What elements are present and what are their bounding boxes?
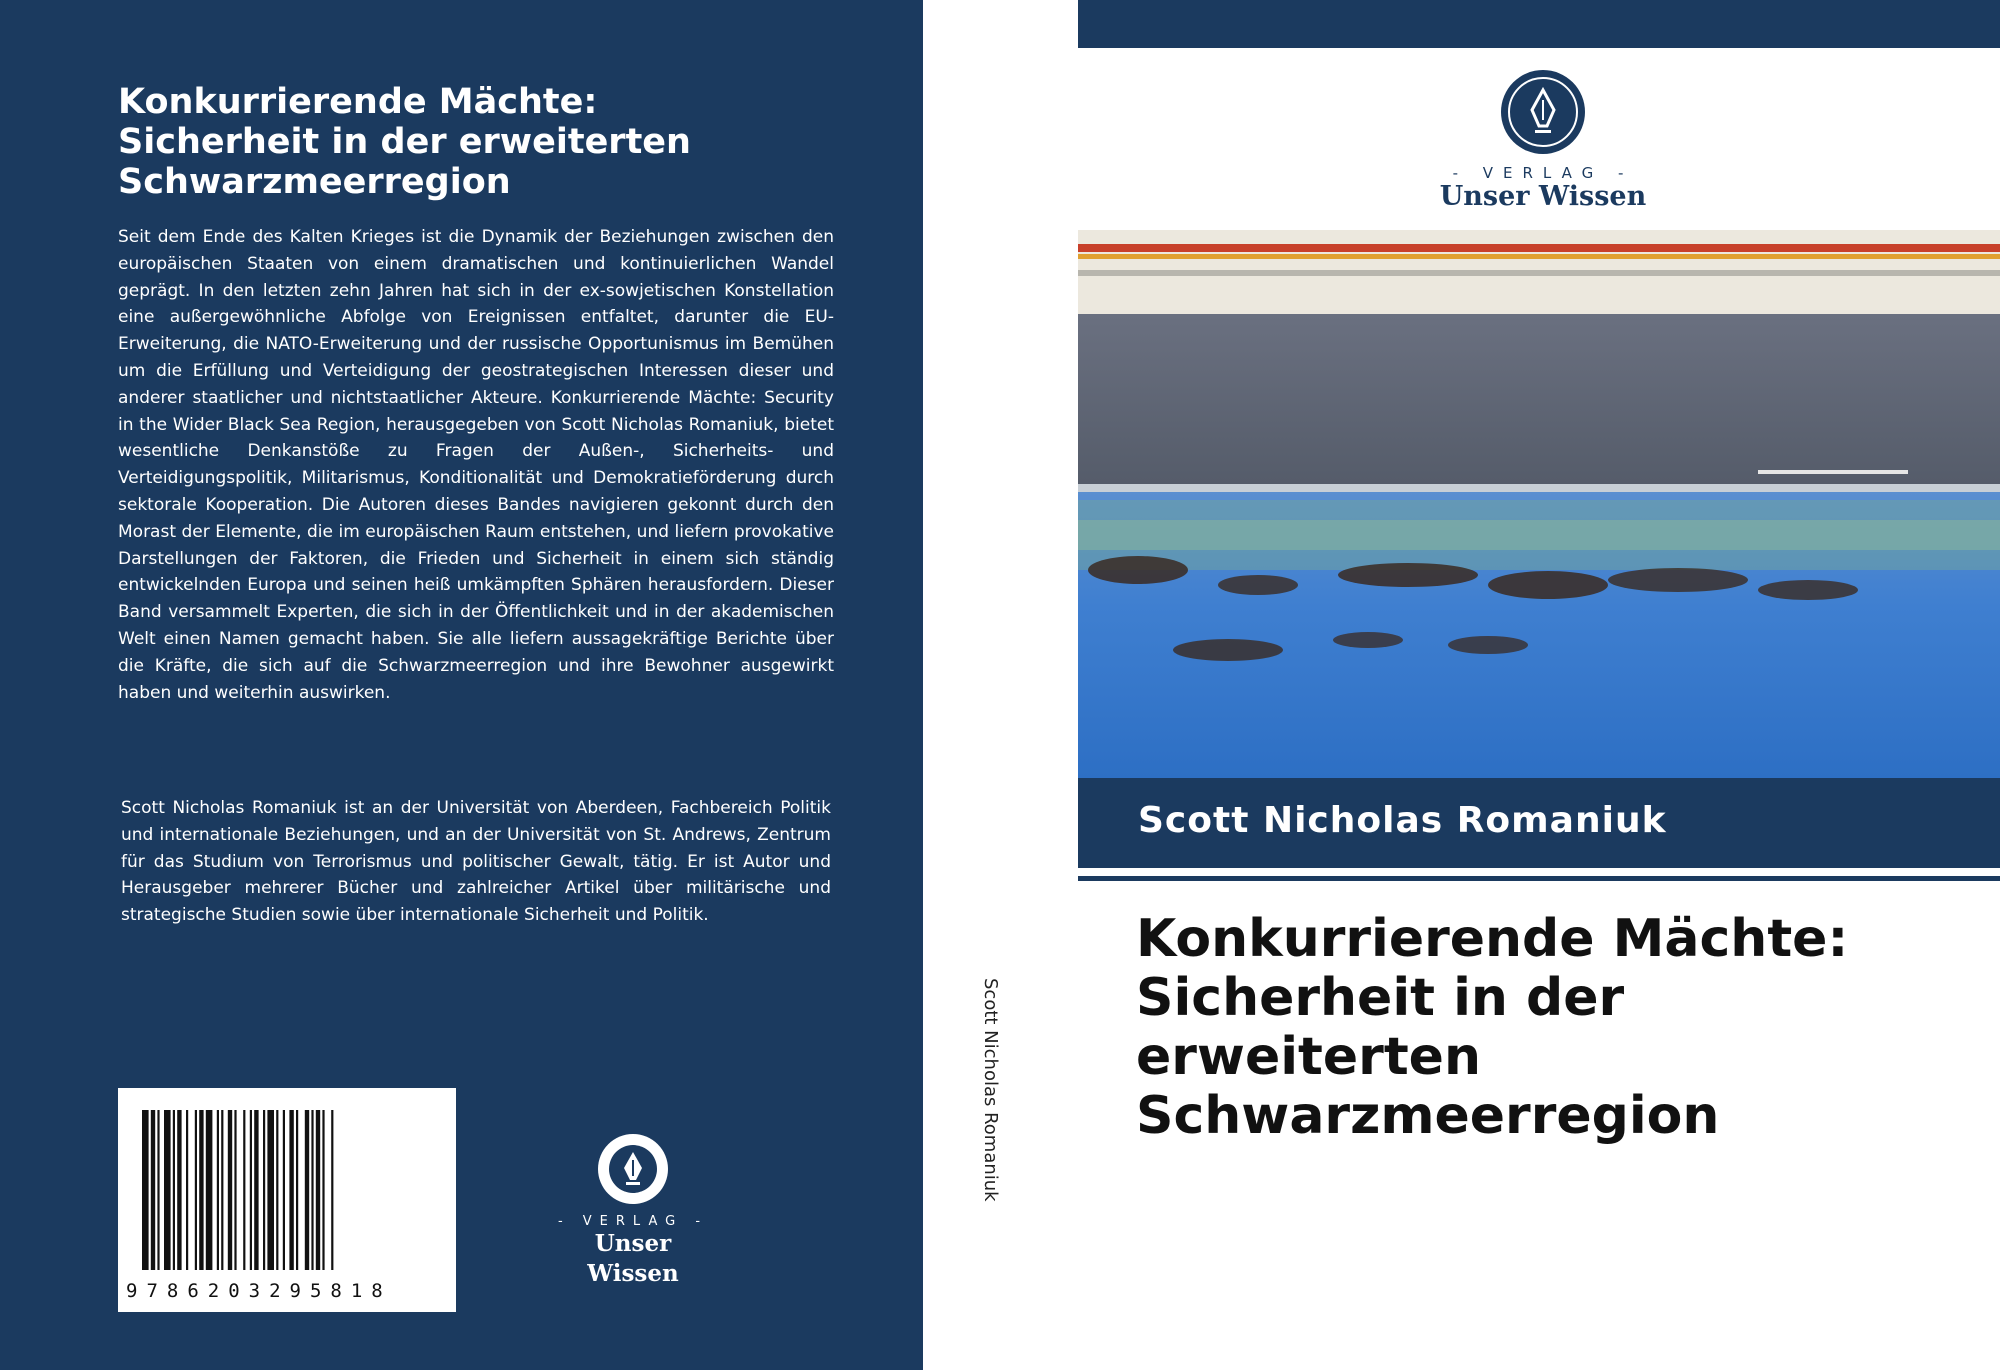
back-cover-title	[118, 82, 858, 202]
barcode-bar	[254, 1110, 258, 1270]
barcode-bar	[296, 1110, 298, 1270]
barcode-bar	[157, 1110, 159, 1270]
barcode-bar	[316, 1110, 320, 1270]
barcode-bar	[243, 1110, 245, 1270]
barcode-bar	[164, 1110, 171, 1270]
back-title-line: Sicherheit in der erweiterten	[118, 122, 691, 162]
front-title-line: erweiterten	[1136, 1027, 1481, 1087]
top-band	[1078, 0, 2000, 48]
barcode-bar	[305, 1110, 309, 1270]
barcode-bar	[206, 1110, 213, 1270]
barcode-bar	[221, 1110, 223, 1270]
fountain-pen-nib-icon	[596, 1132, 670, 1206]
front-logo-verlag: - VERLAG -	[1452, 164, 1634, 182]
barcode-bar	[173, 1110, 175, 1270]
barcode-bar	[151, 1110, 155, 1270]
isbn-barcode	[118, 1088, 456, 1312]
barcode-bar	[311, 1110, 313, 1270]
barcode-digits: 9786203295818	[126, 1280, 392, 1302]
front-cover-title	[1136, 910, 1976, 1146]
back-title-line: Schwarzmeerregion	[118, 162, 511, 202]
author-band	[1078, 778, 2000, 868]
barcode-bar	[228, 1110, 232, 1270]
barcode-bar	[217, 1110, 219, 1270]
spine-author: Scott Nicholas Romaniuk	[980, 978, 1001, 1202]
barcode-bar	[322, 1110, 324, 1270]
barcode-bar	[289, 1110, 293, 1270]
barcode-bar	[234, 1110, 236, 1270]
barcode-bar	[177, 1110, 181, 1270]
cover-photo	[1078, 230, 2000, 778]
barcode-bar	[195, 1110, 197, 1270]
back-title-line: Konkurrierende Mächte:	[118, 82, 598, 122]
barcode-bar	[250, 1110, 252, 1270]
author-bio: Scott Nicholas Romaniuk ist an der Universität von Aberdeen, Fachbereich Politik und internationale Beziehungen, und an der Universität von St. Andrews, Zentrum für das Studium von Terrorismus und politischer Gewalt, tätig. Er ist Autor und Herausgeber mehrerer Bücher und zahlreicher Artikel über militärische und strategische Studien sowie über internationale Sicherheit und Politik.	[121, 798, 831, 926]
barcode-bar	[283, 1110, 285, 1270]
barcode-bar	[263, 1110, 265, 1270]
back-cover-blurb: Seit dem Ende des Kalten Krieges ist die Dynamik der Beziehungen zwischen den europäischen Staaten von einem dramatischen und kontinuierlichen Wandel geprägt. In den letzten zehn Jahren hat sich in der ex-sowjetischen Konstellation eine außergewöhnliche Abfolge von Ereignissen entfaltet, darunter die EU-Erweiterung, die NATO-Erweiterung und der russische Opportunismus im Bemühen um die Erfüllung und Verteidigung der geostrategischen Interessen dieser und anderer staatlicher und nichtstaatlicher Akteure. Konkurrierende Mächte: Security in the Wider Black Sea Region, herausgegeben von Scott Nicholas Romaniuk, bietet wesentliche Denkanstöße zu Fragen der Außen-, Sicherheits- und Verteidigungspolitik, Militarismus, Konditionalität und Demokratieförderung durch sektorale Kooperation. Die Autoren dieses Bandes navigieren gekonnt durch den Morast der Elemente, die im europäischen Raum entstehen, und liefern provokative Darstellungen der Faktoren, die Frieden und Sicherheit in einem sich ständig entwickelnden Europa und seinen heiß umkämpften Sphären herausfordern. Dieser Band versammelt Experten, die sich in der Öffentlichkeit und in der akademischen Welt einen Namen gemacht haben. Sie alle liefern aussagekräftige Berichte über die Kräfte, die sich auf die Schwarzmeerregion und ihre Bewohner ausgewirkt haben und weiterhin auswirken.	[118, 227, 834, 703]
barcode-bar	[186, 1110, 188, 1270]
front-cover	[1078, 0, 2000, 1370]
back-cover	[0, 0, 923, 1370]
barcode-bar	[331, 1110, 333, 1270]
barcode-bars	[138, 1110, 436, 1280]
divider-line	[1078, 876, 2000, 881]
front-logo-brand: Unser Wissen	[1439, 181, 1647, 212]
barcode-bar	[276, 1110, 278, 1270]
back-logo-brand: Unser Wissen	[587, 1230, 679, 1287]
front-title-line: Sicherheit in der	[1136, 968, 1625, 1028]
back-logo-verlag: - VERLAG -	[557, 1214, 709, 1229]
front-title-line: Konkurrierende Mächte:	[1136, 909, 1849, 969]
fountain-pen-nib-icon	[1499, 68, 1587, 156]
barcode-bar	[267, 1110, 274, 1270]
front-publisher-logo	[1418, 68, 1668, 212]
spine	[923, 0, 1078, 1370]
back-publisher-logo	[548, 1132, 718, 1289]
barcode-bar	[142, 1110, 149, 1270]
front-title-line: Schwarzmeerregion	[1136, 1086, 1720, 1146]
barcode-bar	[199, 1110, 203, 1270]
front-author: Scott Nicholas Romaniuk	[1138, 800, 1667, 841]
